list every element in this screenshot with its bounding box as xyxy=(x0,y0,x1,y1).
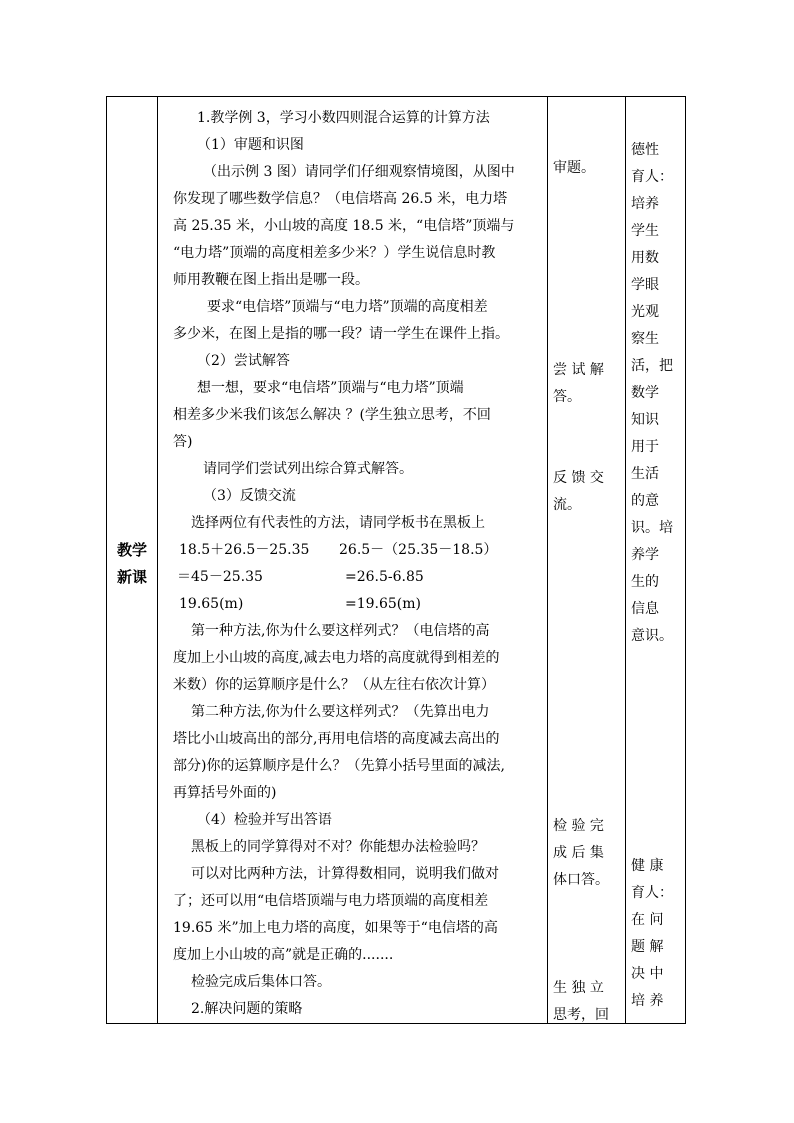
content-line: 要求“电信塔”顶端与“电力塔”顶端的高度相差 xyxy=(207,299,488,315)
content-line: 师用教鞭在图上指出是哪一段。 xyxy=(173,272,369,288)
calc-row xyxy=(159,591,547,618)
content-line: 可以对比两种方法，计算得数相同，说明我们做对 xyxy=(191,866,499,882)
content-line: 19.65 米”加上电力塔的高度，如果等于“电信塔的高 xyxy=(173,920,498,936)
content-line: 再算括号外面的) xyxy=(173,785,277,801)
calc-left: 19.65(m) xyxy=(179,596,244,612)
content-line: 部分)你的运算顺序是什么？（先算小括号里面的减法, xyxy=(173,758,505,774)
lesson-table xyxy=(106,96,686,1024)
content-line: 第二种方法,你为什么要这样列式？（先算出电力 xyxy=(191,704,490,720)
content-line: 黑板上的同学算得对不对？你能想办法检验吗？ xyxy=(191,839,485,855)
content-line: 相差多少米我们该怎么解决 ？(学生独立思考，不回 xyxy=(173,407,491,423)
content-line: 了；还可以用“电信塔顶端与电力塔顶端的高度相差 xyxy=(173,893,489,909)
content-line: （2）尝试解答 xyxy=(197,353,290,369)
column-divider xyxy=(547,97,548,1023)
calc-row xyxy=(159,564,547,591)
student-activity-try: 尝 试 解 答。 xyxy=(553,362,604,405)
content-line: 想一想，要求“电信塔”顶端与“电力塔”顶端 xyxy=(197,380,464,396)
content-line: “电力塔”顶端的高度相差多少米？）学生说信息时教 xyxy=(173,245,496,261)
content-line: 你发现了哪些数学信息？（电信塔高 26.5 米，电力塔 xyxy=(173,191,508,207)
student-activity-feedback: 反 馈 交 流。 xyxy=(553,470,604,513)
content-line: 2.解决问题的策略 xyxy=(191,1001,303,1017)
student-activity-review: 审题。 xyxy=(553,160,595,176)
content-line: 检验完成后集体口答。 xyxy=(191,974,331,990)
content-line: 高 25.35 米，小山坡的高度 18.5 米，“电信塔”顶端与 xyxy=(173,218,515,234)
student-activity-check: 检 验 完 成 后 集 体口答。 xyxy=(553,818,609,888)
student-activity-think: 生 独 立 思考，回 xyxy=(553,980,609,1023)
calc-right: =19.65(m) xyxy=(345,596,422,612)
content-line: （1）审题和识图 xyxy=(197,137,304,153)
content-line: 答) xyxy=(173,434,193,450)
calc-right: 26.5－（25.35－18.5） xyxy=(339,542,498,558)
content-line: 多少米，在图上是指的哪一段？请一学生在课件上指。 xyxy=(173,326,509,342)
content-line: 塔比小山坡高出的部分,再用电信塔的高度减去高出的 xyxy=(173,731,500,747)
teaching-content xyxy=(159,105,547,1023)
content-line: （4）检验并写出答语 xyxy=(197,812,332,828)
content-line: 选择两位有代表性的方法，请同学板书在黑板上 xyxy=(191,515,485,531)
content-line: 度加上小山坡的高度,减去电力塔的高度就得到相差的 xyxy=(173,650,500,666)
content-line: 第一种方法,你为什么要这样列式？（电信塔的高 xyxy=(191,623,490,639)
calc-right: =26.5-6.85 xyxy=(345,569,424,585)
content-line: 1.教学例 3，学习小数四则混合运算的计算方法 xyxy=(197,110,490,126)
content-line: （出示例 3 图）请同学们仔细观察情境图，从图中 xyxy=(203,164,515,180)
column-divider xyxy=(157,97,158,1023)
calc-left: ＝45－25.35 xyxy=(177,569,263,585)
calc-row xyxy=(159,537,547,564)
calculation-block xyxy=(159,537,547,618)
content-lines-part2 xyxy=(159,618,547,1023)
intent-moral-education: 德性 育人： 培养 学生 用数 学眼 光观 察生 活，把 数学 知识 用于 生活 的意 识。培 养学 生的 信息 意识。 xyxy=(631,142,673,644)
content-line: （3）反馈交流 xyxy=(203,488,296,504)
content-line: 度加上小山坡的高”就是正确的....... xyxy=(173,947,394,963)
calc-left: 18.5＋26.5－25.35 xyxy=(179,542,310,558)
intent-health-education: 健 康 育人： 在 问 题 解 决 中 培 养 xyxy=(631,858,673,1009)
section-label: 教学 新课 xyxy=(116,541,147,586)
section-column xyxy=(107,97,157,1023)
content-line: 米数）你的运算顺序是什么？（从左往右依次计算） xyxy=(173,677,495,693)
content-lines-part1 xyxy=(159,105,547,537)
column-divider xyxy=(625,97,626,1023)
content-line: 请同学们尝试列出综合算式解答。 xyxy=(203,461,413,477)
